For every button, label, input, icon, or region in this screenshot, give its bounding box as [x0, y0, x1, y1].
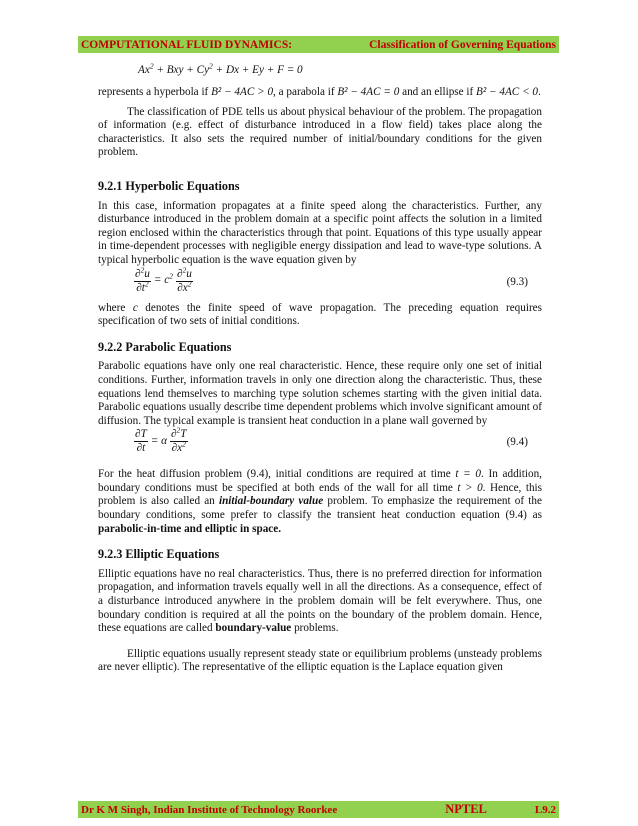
section-heading-elliptic: 9.2.3 Elliptic Equations: [98, 547, 220, 562]
hyperbola-condition: B² − 4AC > 0: [211, 86, 274, 98]
hyperbolic-paragraph-1: In this case, information propagates at a finite speed along the characteristics. Further, any disturbance introduced in the problem domain at a specific point affects the solution in a limited region enclosed within the characteristics through that point. Equations of this type usually appear in time-dependent processes with negligible energy dissipation and lead to wave-type solutions. A typical hyperbolic equation is the wave equation given by: [98, 199, 542, 266]
ellipse-condition: B² − 4AC < 0: [476, 86, 539, 98]
intro-paragraph-1: represents a hyperbola if B² − 4AC > 0, a parabola if B² − 4AC = 0 and an ellipse if B² − 4AC < 0.: [98, 86, 541, 98]
elliptic-paragraph-2: Elliptic equations usually represent steady state or equilibrium problems (unsteady problems are never elliptic). The representative of the elliptic equation is the Laplace equation given: [98, 647, 542, 674]
footer-org: NPTEL: [445, 802, 487, 816]
page-header: [78, 36, 559, 53]
parabolic-paragraph-1: Parabolic equations have only one real characteristic. Hence, these require only one set of initial conditions. Further, information travels in only one direction along the characteristic. Thus, these equations lend themselves to marching type solution schemes starting with the given initial data. Parabolic equations usually describe time dependent problems which involve significant amount of diffusion. The typical example is transient heat conduction in a plane wall governed by: [98, 360, 542, 427]
term-boundary-value: boundary-value: [215, 622, 292, 635]
equation-number-9-3: (9.3): [506, 275, 528, 288]
heat-equation: $\frac{\partial T}{\partial t}$ = α $\frac{\partial^2T}{\partial x^2}$ (9.4): [135, 425, 528, 455]
header-chapter-title: Classification of Governing Equations: [369, 38, 556, 51]
intro-paragraph-2: The classification of PDE tells us about physical behaviour of the problem. The propagation of information (e.g. effect of disturbance introduced in a flow field) takes place along the characteristics. It also sets the required number of initial/boundary conditions for the given problem.: [98, 105, 542, 159]
header-course-title: COMPUTATIONAL FLUID DYNAMICS:: [81, 38, 293, 51]
parabola-condition: B² − 4AC = 0: [337, 86, 400, 98]
elliptic-paragraph-1: Elliptic equations have no real characteristics. Thus, there is no preferred direction for information propagation, and information travels equally well in all the directions. As a consequence, effect of a disturbance introduced anywhere in the problem domain will be felt everywhere. Thus, one boundary condition is required at all the points on the boundary of the problem domain. Hence, these equations are called boundary-value problems.: [98, 567, 542, 635]
term-initial-boundary-value: initial-boundary value: [218, 495, 324, 508]
equation-number-9-4: (9.4): [506, 436, 528, 449]
footer-author: Dr K M Singh, Indian Institute of Technology Roorkee: [81, 803, 338, 816]
general-pde-equation: $Ax^2$ + Bxy + $Cy^2 + Dx + Ey + F = 0$: [138, 61, 303, 76]
page-footer: [78, 801, 559, 818]
wave-equation: $\frac{\partial^2u}{\partial t^2}$ = $c^2$ $\frac{\partial^2u}{\partial x^2}$ (9.3): [135, 264, 528, 294]
section-heading-hyperbolic: 9.2.1 Hyperbolic Equations: [98, 178, 240, 193]
hyperbolic-paragraph-2: where c denotes the finite speed of wave propagation. The preceding equation requires specification of two sets of initial conditions.: [98, 301, 543, 328]
footer-page-number: L9.2: [534, 803, 556, 816]
section-heading-parabolic: 9.2.2 Parabolic Equations: [98, 339, 232, 354]
page-content: [98, 61, 543, 675]
term-parabolic-in-time: parabolic-in-time and elliptic in space.: [98, 522, 282, 535]
parabolic-paragraph-2: For the heat diffusion problem (9.4), initial conditions are required at time t = 0. In addition, boundary conditions must be specified at both ends of the wall for all time t > 0. Hence, this problem is also called an initial-boundary value problem. To emphasize the requirement of the boundary conditions, some prefer to classify the transient heat conduction equation (9.4) as parabolic-in-time and elliptic in space.: [98, 468, 542, 535]
